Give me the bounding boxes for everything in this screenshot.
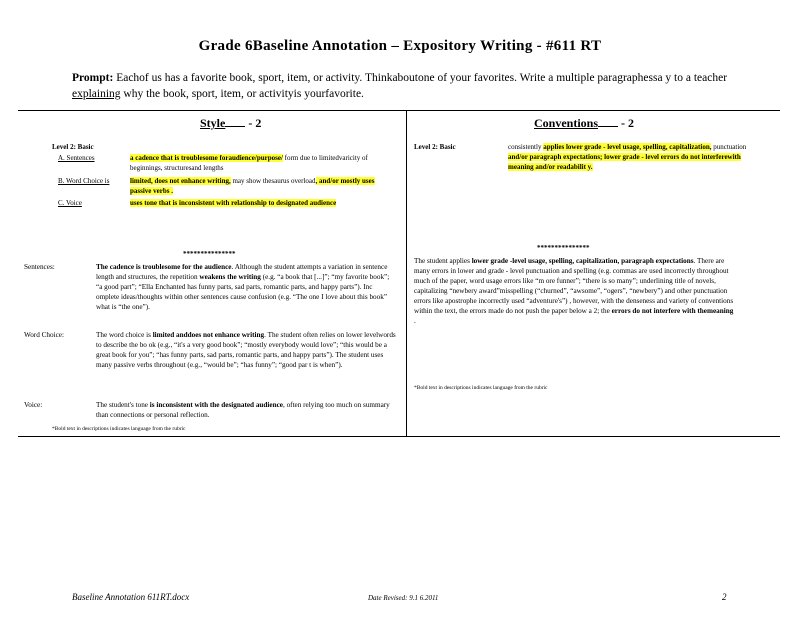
prompt-text-before: Eachof us has a favorite book, sport, item, or activity. Thinkaboutone of your favorites. Write a multiple paragraphessa y to a teacher — [116, 72, 728, 84]
prompt — [72, 70, 752, 102]
conventions-footnote: *Bold text in descriptions indicates language from the rubric — [414, 385, 548, 391]
style-row-sentences: A. Sentences a cadence that is troublesome foraudience/purpose/ form due to limitedvaricity of beginnings, structuresand lengths — [58, 154, 368, 172]
page-title: Grade 6Baseline Annotation – Expository Writing - #611 RT — [198, 38, 602, 54]
column-divider — [406, 110, 407, 436]
footer-date: Date Revised: 9.1 6.2011 — [368, 594, 439, 602]
style-desc-sentences: Sentences: The cadence is troublesome for the audience. Although the student attempts a variation in sentence length and structures, the repetition weakens the writing (e.g. “a book that [...]”; “my favorite book”; “a good part”; “Ella Enchanted has funny parts, sad parts, romantic parts, and happy parts”). Inc omplete ideas/thoughts within other sentences cause confusion (e.g. “The one I love about this book” what is “the one”). — [24, 263, 390, 311]
style-stars: *************** — [183, 250, 236, 258]
style-level: Level 2: Basic — [52, 143, 94, 151]
conventions-score: - 2 — [621, 116, 635, 130]
prompt-underlined: explaining — [72, 88, 121, 100]
conventions-desc: The student applies lower grade -level usage, spelling, capitalization, paragraph expectations. There are many errors in lower and grade - level punctuation and spelling (e.g. commas are used incorrectly throughout much of the paper, word usage errors like “m ore funner”; “there is so many”; underlining title of novels, capitalizing “newbery award”misspelling (“churned”, “awsome”, “ogers”, “newbery”) and other punctuation errors like apostrophe incorrectly used “adventure's”) , however, with the denseness and variety of conventions within the text, the errors made do not push the paper below a 2; the errors do not interfere with themeaning . — [414, 257, 734, 325]
style-heading: Style - 2 — [200, 116, 262, 130]
style-desc-word-choice: Word Choice: The word choice is limited anddoes not enhance writing. The student often relies on lower levelwords to describe the bo ok (e.g., “it's a very good book”; “mostly everybody would love”; “this would be a great book for you”; “has funny parts, sad parts, romantic parts, and happy parts”). The student uses many passive verbs throughout (e.g., “would be”; “has funny”; “good par t is when”). — [24, 331, 396, 369]
style-desc-voice: Voice: The student's tone is inconsistent with the designated audience, often relying too much on summary than connections or personal reflection. — [24, 401, 390, 419]
conventions-heading: Conventions - 2 — [534, 116, 635, 130]
conventions-rubric: consistently applies lower grade - level usage, spelling, capitalization, punctuation and/or paragraph expectations; lower grade - level errors do not interferewith meaning and/or readabilit y. — [508, 143, 747, 171]
conventions-level: Level 2: Basic — [414, 143, 456, 151]
style-score: - 2 — [248, 116, 262, 130]
prompt-text-after: why the book, sport, item, or activityis yourfavorite. — [123, 88, 364, 100]
prompt-label: Prompt: — [72, 72, 114, 84]
top-rule — [18, 110, 780, 111]
style-row-word-choice: B. Word Choice is limited, does not enhance writing, may show thesaurus overload, and/or mostly uses passive verbs . — [58, 177, 375, 195]
style-footnote: *Bold text in descriptions indicates language from the rubric — [52, 426, 186, 432]
footer-page-number: 2 — [722, 592, 727, 602]
footer-filename: Baseline Annotation 611RT.docx — [72, 592, 190, 602]
conventions-stars: *************** — [537, 244, 590, 252]
style-row-voice: C. Voice uses tone that is inconsistent with relationship to designated audience — [58, 199, 337, 207]
bottom-rule — [18, 436, 780, 437]
